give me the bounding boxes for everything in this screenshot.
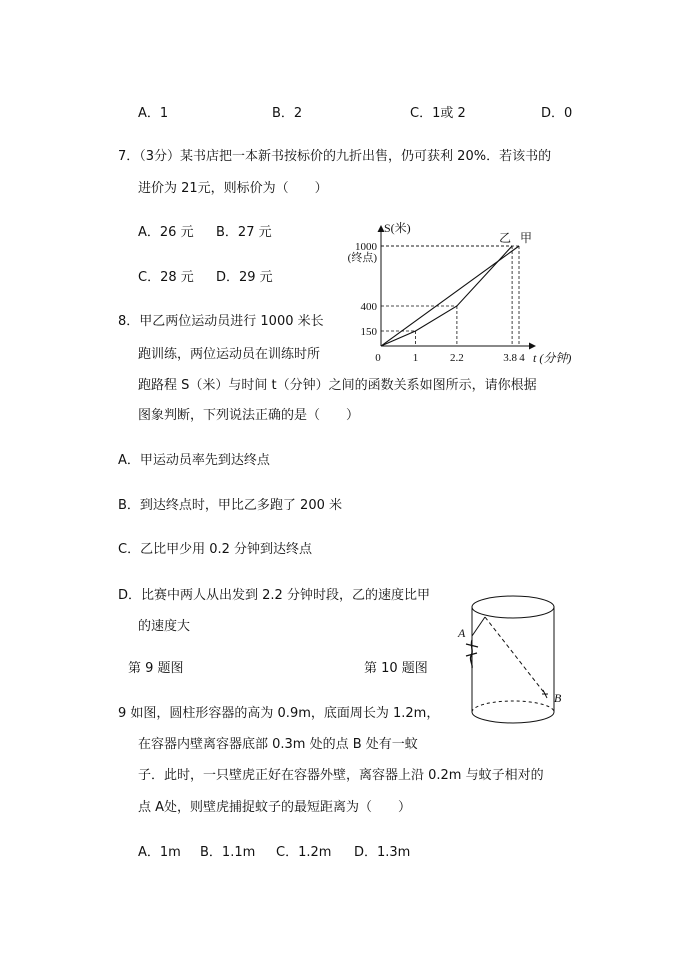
figure-9-caption: 第 9 题图	[128, 661, 184, 676]
q7-option-b: B．27 元	[216, 225, 272, 240]
q7-option-d: D．29 元	[216, 270, 273, 285]
q9-option-d: D．1.3m	[354, 845, 411, 860]
q6-option-d: D．0	[541, 106, 573, 121]
path-a-to-rim	[472, 617, 485, 636]
q6-option-b: B．2	[272, 106, 303, 121]
q6-option-c: C．1或 2	[410, 106, 466, 121]
q8-option-d: D．比赛中两人从出发到 2.2 分钟时段，乙的速度比甲	[118, 588, 430, 603]
x-tick-label: 1	[412, 352, 419, 364]
x-tick-label: 4	[519, 352, 525, 364]
q7-stem-line1: 7．（3分）某书店把一本新书按标价的九折出售，仍可获利 20%．若该书的	[118, 149, 552, 164]
x-tick-label: 2.2	[450, 352, 464, 364]
distance-time-graph	[330, 216, 572, 366]
q9-stem-line3: 子．此时，一只壁虎正好在容器外壁，离容器上沿 0.2m 与蚊子相对的	[138, 768, 544, 783]
cylinder-bottom-back	[472, 701, 554, 712]
q9-option-b: B．1.1m	[200, 845, 256, 860]
q7-option-a: A．26 元	[138, 225, 194, 240]
cylinder-bottom-front	[472, 712, 554, 723]
path-rim-to-b	[485, 617, 546, 695]
x-axis-label: t (分钟)	[533, 351, 572, 365]
q9-option-c: C．1.2m	[276, 845, 332, 860]
series-label-jia: 甲	[520, 231, 533, 245]
y-tick-label-endpoint-note: (终点)	[347, 252, 377, 264]
q8-option-b: B．到达终点时，甲比乙多跑了 200 米	[118, 498, 342, 513]
gecko-icon	[466, 640, 478, 668]
q7-option-c: C．28 元	[138, 270, 194, 285]
x-tick-label: 3.8	[503, 352, 517, 364]
q8-stem-line3: 跑路程 S（米）与时间 t（分钟）之间的函数关系如图所示，请你根据	[138, 378, 537, 393]
q8-stem-line1: 8．甲乙两位运动员进行 1000 米长	[118, 314, 324, 329]
q9-option-a: A．1m	[138, 845, 181, 860]
x-tick-label: 0	[375, 352, 381, 364]
point-b-label: B	[554, 691, 562, 705]
q8-option-d-continued: 的速度大	[138, 619, 191, 634]
q9-stem-line1: 9 如图，圆柱形容器的高为 0.9m，底面周长为 1.2m，	[118, 706, 440, 721]
q8-option-c: C．乙比甲少用 0.2 分钟到达终点	[118, 542, 313, 557]
q9-stem-line4: 点 A处，则壁虎捕捉蚊子的最短距离为（ ）	[138, 800, 412, 815]
figure-10-caption: 第 10 题图	[364, 661, 428, 676]
q8-stem-line4: 图象判断，下列说法正确的是（ ）	[138, 408, 360, 423]
y-tick-label: 150	[360, 326, 377, 338]
q6-option-a: A．1	[138, 106, 169, 121]
q7-stem-line2: 进价为 21元，则标价为（ ）	[138, 181, 328, 196]
y-axis-label: S(米)	[384, 221, 411, 235]
q9-stem-line2: 在容器内壁离容器底部 0.3m 处的点 B 处有一蚊	[138, 737, 418, 752]
y-tick-label: 400	[360, 301, 377, 313]
q8-option-a: A．甲运动员率先到达终点	[118, 453, 270, 468]
series-label-yi: 乙	[499, 231, 512, 245]
series-line-yi	[381, 246, 512, 346]
point-a-label: A	[458, 626, 466, 640]
q8-stem-line2: 跑训练，两位运动员在训练时所	[138, 347, 321, 362]
cylinder-figure	[450, 584, 570, 744]
y-tick-label: 1000	[355, 241, 377, 253]
cylinder-top	[472, 596, 554, 618]
